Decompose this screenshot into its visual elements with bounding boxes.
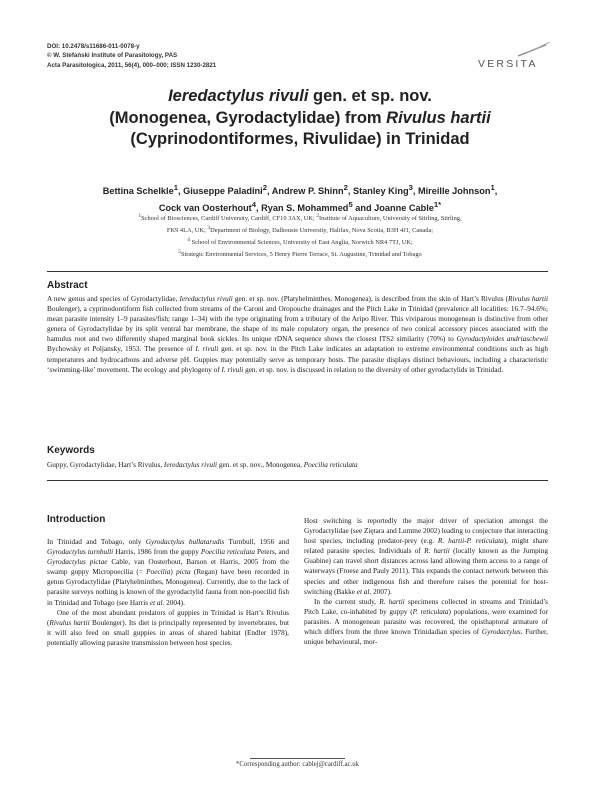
intro-paragraph-4: In the current study, R. hartii specimens collected in streams and Trinidad’s Pitch Lake, co-inhabited by guppy (P. reticulata) populations, were examined for parasites. A monogenean parasite was recovered, the opisthaptoral armature of which differs from the three known Trinidadian species of Gyrodactylus. Further, unique behavioural, mor-	[304, 597, 548, 647]
introduction-heading: Introduction	[47, 514, 106, 525]
keywords-body: Guppy, Gyrodactylidae, Hart’s Rivulus, Ieredactylus rivuli gen. et sp. nov., Monogenea, Poecilia reticulata	[47, 461, 358, 469]
journal-citation: Acta Parasitologica, 2011, 56(4), 000–000; ISSN 1230-2821	[47, 61, 217, 69]
abstract-body: A new genus and species of Gyrodactylidae, Ieredactylus rivuli gen. et sp. nov. (Platyhelminthes, Monogenea), is described from the skin of Hart’s Rivulus (Rivulus hartii Boulenger), a cyprinodontiform fish collected from streams of the Caroni and Oropouche drainages and the Pitch Lake in Trinidad (prevalence all localities: 16.7–94.6%; mean parasite intensity 1–9 parasites/fish; range 1–34) with the type originating from a tributary of the Aripo River. This viviparous monogenean is distinctive from other genera of Gyrodactylidae by its split ventral bar membrane, the shape of its male copulatory organ, the presence of two conical accessory pieces associated with the hamulus root and two differently shaped marginal hook sickles. Its unique rDNA sequence shows the closest ITS2 similarity (70%) to Gyrodactyloides andriaschewii Bychowsky et Poljansky, 1953. The presence of I. rivuli gen. et sp. nov. in the Pitch Lake indicates an adaptation to extreme environmental conditions such as high temperatures and hydrocarbons and adverse pH. Guppies may potentially serve as temporary hosts. The parasite displays distinct behaviours, including a characteristic ‘swimming-like’ movement. The ecology and phylogeny of I. rivuli gen. et sp. nov. is discussed in relation to the diversity of other gyrodactylids in Trinidad.	[47, 295, 549, 374]
footnote-rule	[250, 758, 345, 759]
corresponding-author-footnote: *Corresponding author: cablej@cardiff.ac.uk	[235, 761, 360, 768]
intro-paragraph-1: In Trinidad and Tobago, only Gyrodactylus bullatarudis Turnbull, 1956 and Gyrodactylus turnbulli Harris, 1986 from the guppy Poecilia reticulata Peters, and Gyrodactylus pictae Cable, van Oosterhout, Barson et Harris, 2005 from the swamp guppy Micropoecilia (= Poecilia) picta (Regan) have been recorded in genus Gyrodactylidae (Platyhelminthes, Monogenea). Currently, due to the lack of parasite surveys nothing is known of the gyrodactylid fauna from non-poecilid fish in Trinidad and Tobago (see Harris et al. 2004).	[47, 538, 290, 607]
article-title: Ieredactylus rivuli gen. et sp. nov. (Monogenea, Gyrodactylidae) from Rivulus hartii (Cyprinodontiformes, Rivulidae) in Trinidad	[109, 87, 491, 148]
keywords-heading: Keywords	[47, 445, 95, 456]
intro-right-column	[304, 516, 548, 647]
versita-logo-icon	[478, 40, 558, 60]
intro-paragraph-3: Host switching is reportedly the major driver of speciation amongst the Gyrodactylidae (see Ziętara and Lumme 2002) leading to conjecture that interacting host species, including predator-prey (e.g. R. hartii-P. reticulata), might share related parasite species. Individuals of R. hartii (locally known as the Jumping Guabine) can travel short distances across land allowing them access to a range of waterways (Froese and Pauly 2011). This expands the contact network between this species and other indigenous fish and therefore raises the potential for host-switching (Bakke et al. 2007).	[304, 517, 548, 596]
journal-meta	[47, 42, 216, 70]
intro-left-column	[47, 537, 289, 648]
affiliations: $^1$School of Biosciences, Cardiff University, Cardiff, CF10 3AX, UK; $^2$Institute of Aquaculture, University of Stirling, Stirling, FK9 4LA, UK; $^3$Department of Biology, Dalhousie University, Halifax, Nova Scotia, B3H 4J1, Canada; $^4$ School of Environmental Sciences, University of East Anglia, Norwich NR4 7TJ, UK; $^5$Strategic Environmental Services, 5 Henry Pierre Terrace, St. Augustine, Trinidad and Tobago	[138, 213, 462, 259]
logo-text: VERSITA	[478, 58, 538, 70]
author-list: Bettina Schelkle$^1$, Giuseppe Paladini$^2$, Andrew P. Shinn$^2$, Stanley King$^3$, Mireille Johnson$^1$, Cock van Oosterhout$^4$, Ryan S. Mohammed$^5$ and Joanne Cable$^{1*}$	[102, 183, 498, 214]
doi: DOI: 10.2478/s11686-011-0078-y	[47, 43, 140, 50]
copyright: © W. Stefański Institute of Parasitology, PAS	[47, 52, 178, 60]
abstract-heading: Abstract	[47, 280, 88, 291]
intro-paragraph-2: One of the most abundant predators of guppies in Trinidad is Hart’s Rivulus (Rivulus hartii Boulenger). Its diet is principally represented by invertebrates, but it will also feed on small guppies in areas of shared habitat (Endler 1978), potentially allowing parasite transmission between host species.	[47, 608, 289, 647]
title-genus: Ieredactylus rivuli	[168, 87, 309, 105]
versita-logo	[478, 40, 558, 72]
divider-bottom	[47, 480, 548, 481]
divider-top	[47, 271, 548, 272]
